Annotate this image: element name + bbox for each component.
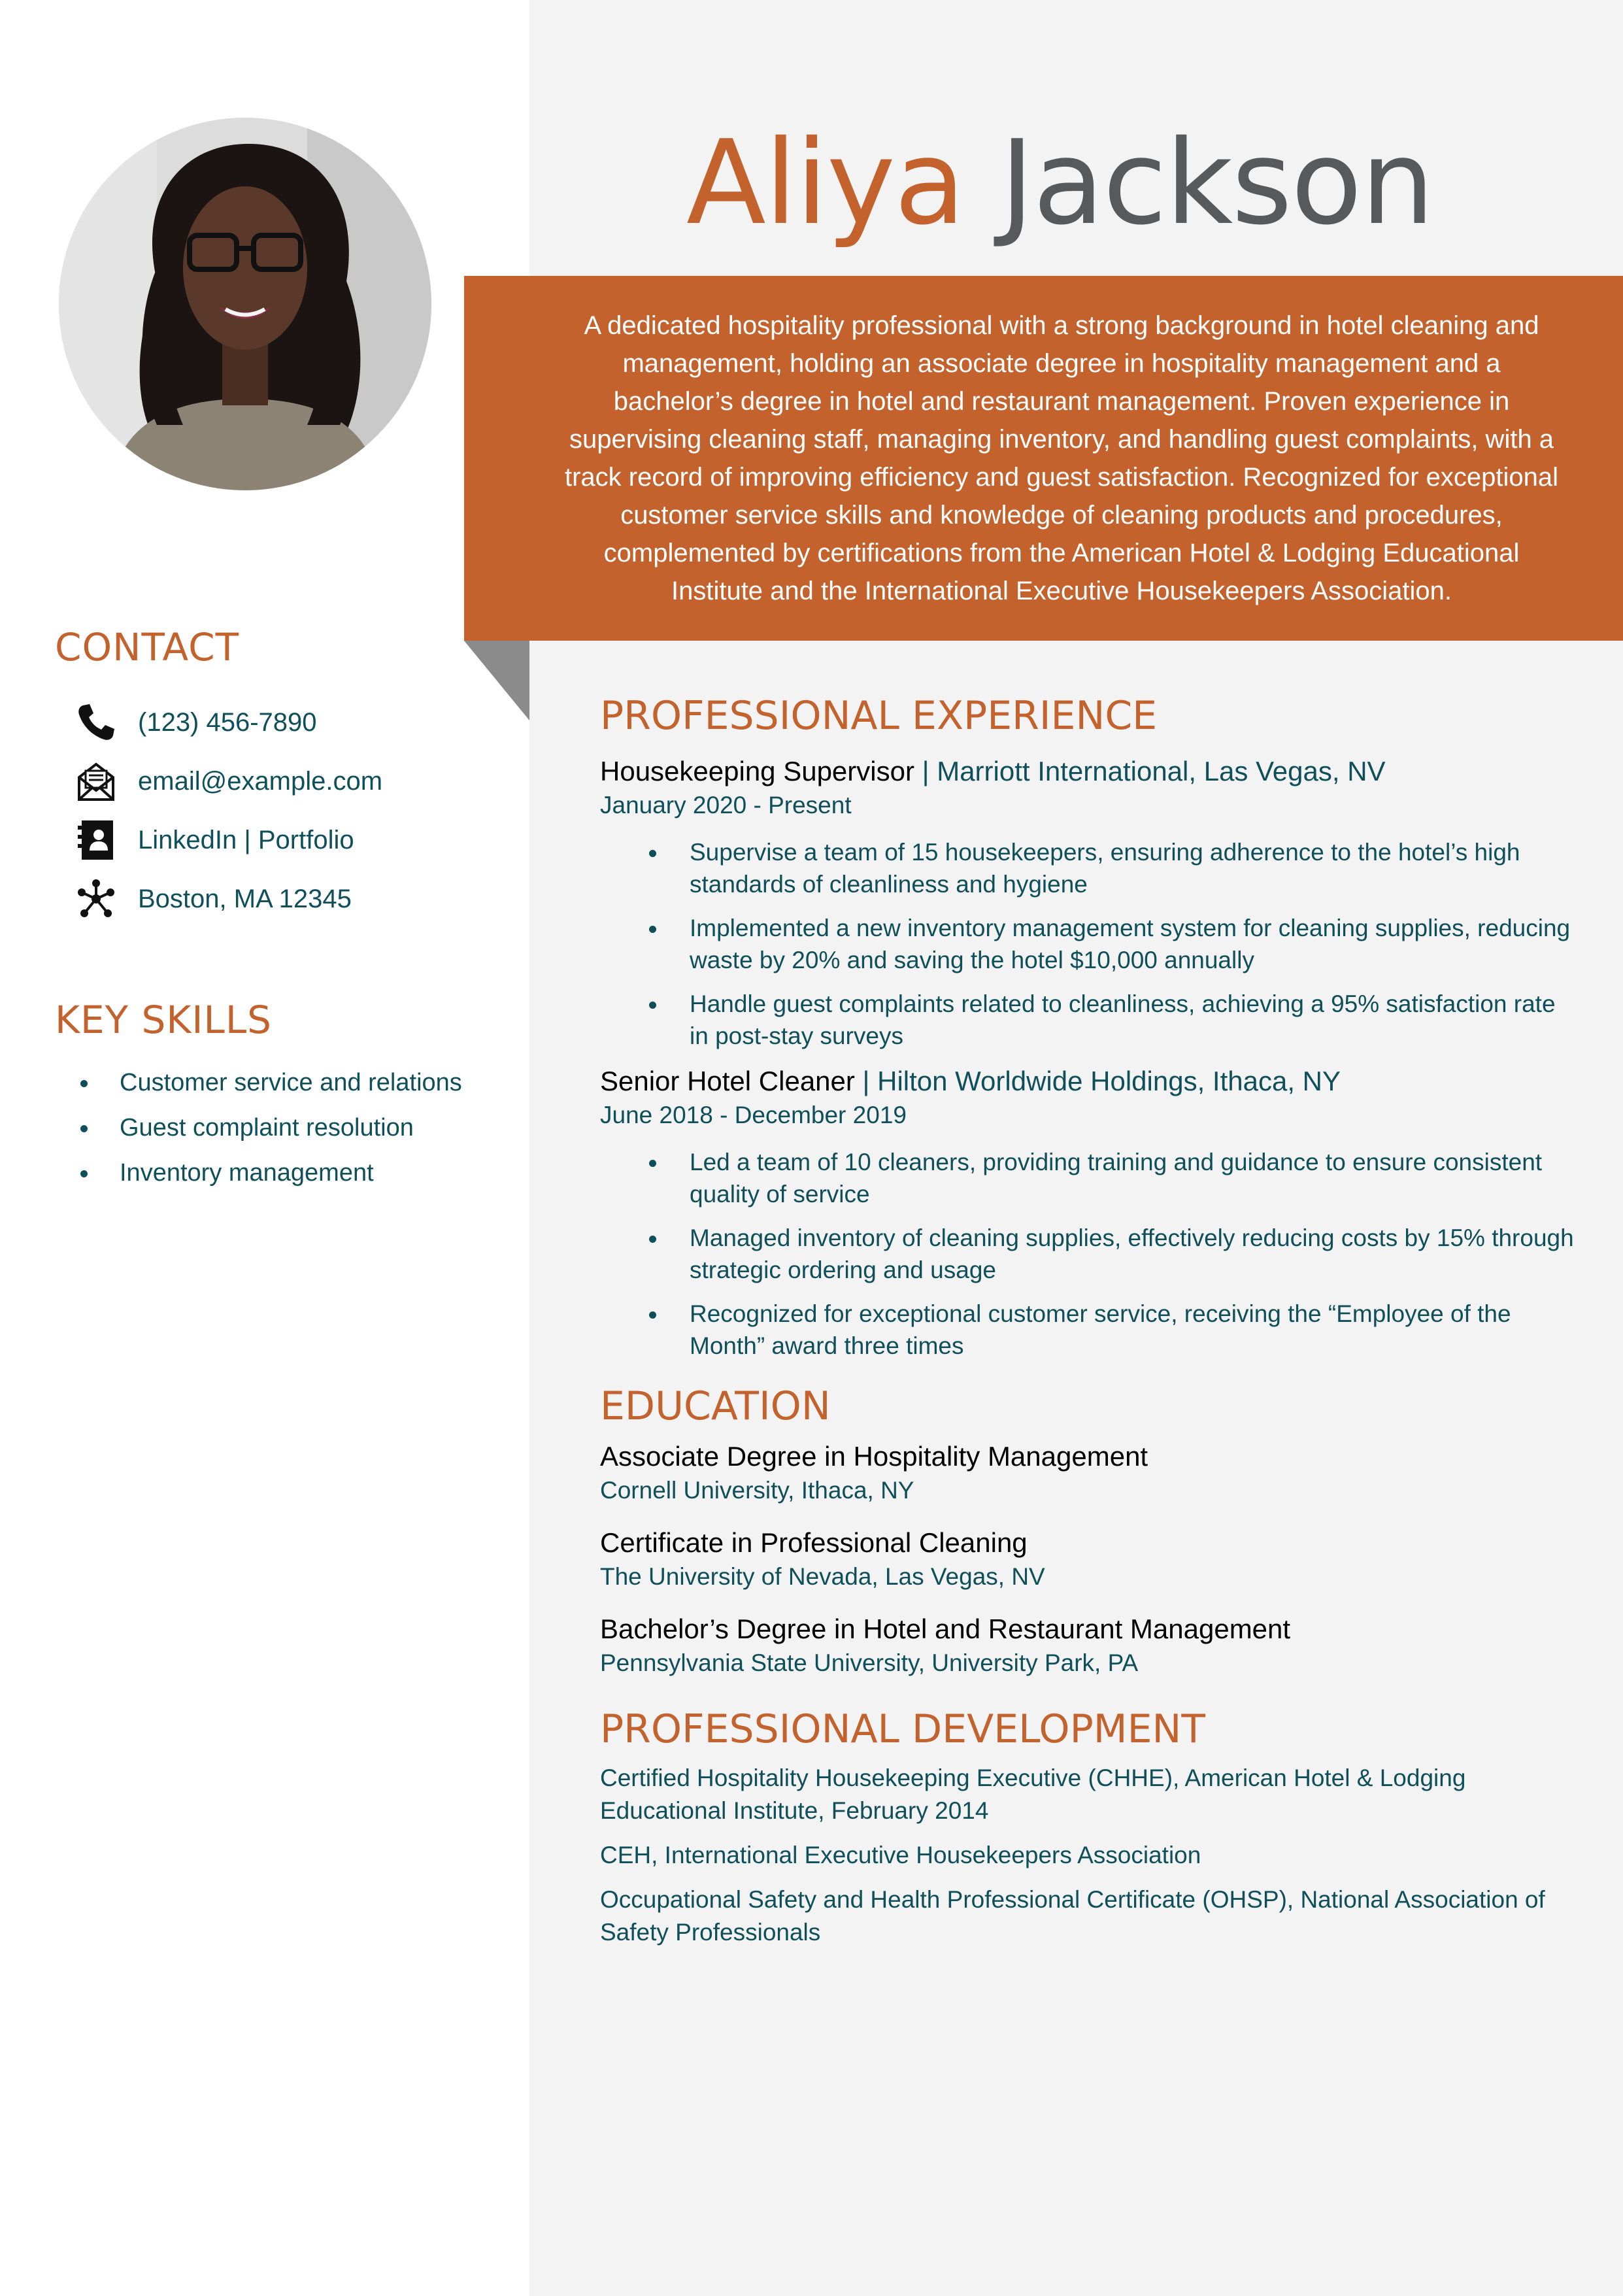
contact-card-icon <box>75 817 125 863</box>
summary-banner <box>464 276 1623 641</box>
contact-list <box>75 693 520 928</box>
education-heading: EDUCATION <box>600 1383 831 1429</box>
list-item: Customer service and relations <box>75 1060 526 1106</box>
education-entry <box>600 1439 1581 1507</box>
contact-item-email[interactable] <box>75 752 520 811</box>
list-item: Supervise a team of 15 housekeepers, ensuring adherence to the hotel’s high standards of cleanliness and hygiene <box>600 836 1581 900</box>
first-name: Aliya <box>686 115 965 250</box>
list-item: Led a team of 10 cleaners, providing training and guidance to ensure consistent quality of service <box>600 1146 1581 1210</box>
edu-degree: Certificate in Professional Cleaning <box>600 1527 1028 1558</box>
email-text: email@example.com <box>138 766 383 796</box>
contact-item-phone[interactable] <box>75 693 520 752</box>
development-item: CEH, International Executive Housekeepers Association <box>600 1842 1201 1868</box>
job-dates: June 2018 - December 2019 <box>600 1102 907 1128</box>
development-item: Occupational Safety and Health Professional Certificate (OHSP), National Association of Safety Professionals <box>600 1886 1545 1946</box>
job-bullets <box>600 1146 1581 1362</box>
job-title: Housekeeping Supervisor <box>600 756 914 786</box>
phone-icon <box>75 700 125 745</box>
job-title-line <box>600 754 1581 789</box>
list-item: Handle guest complaints related to cleanliness, achieving a 95% satisfaction rate in post-stay surveys <box>600 988 1581 1052</box>
experience-heading: PROFESSIONAL EXPERIENCE <box>600 693 1158 739</box>
job-entry <box>600 754 1581 1052</box>
contact-item-location[interactable] <box>75 869 520 928</box>
edu-school: The University of Nevada, Las Vegas, NV <box>600 1563 1045 1590</box>
edu-degree: Bachelor’s Degree in Hotel and Restaurant Management <box>600 1613 1291 1644</box>
profile-photo <box>59 118 431 490</box>
links-text: LinkedIn | Portfolio <box>138 825 354 854</box>
skills-heading: KEY SKILLS <box>55 998 272 1042</box>
education-entry <box>600 1612 1581 1680</box>
job-dates: January 2020 - Present <box>600 792 852 819</box>
job-title-line <box>600 1064 1581 1099</box>
main-content <box>600 683 1581 1961</box>
job-title: Senior Hotel Cleaner <box>600 1066 855 1096</box>
list-item: Implemented a new inventory management system for cleaning supplies, reducing waste by 20% and saving the hotel $10,000 annually <box>600 912 1581 976</box>
last-name: Jackson <box>999 115 1433 250</box>
development-item: Certified Hospitality Housekeeping Executive (CHHE), American Hotel & Lodging Educational Institute, February 2014 <box>600 1764 1466 1824</box>
summary-text: A dedicated hospitality professional with a strong background in hotel cleaning and management, holding an associate degree in hospitality management and a bachelor’s degree in hotel and restaurant management. Proven experience in supervising cleaning staff, managing inventory, and handling guest complaints, with a track record of improving efficiency and guest satisfaction. Recognized for exceptional customer service skills and knowledge of cleaning products and procedures, complemented by certifications from the American Hotel & Lodging Educational Institute and the International Executive Housekeepers Association. <box>564 311 1559 605</box>
network-icon <box>75 876 125 922</box>
candidate-name <box>686 111 1536 255</box>
list-item: Managed inventory of cleaning supplies, effectively reducing costs by 15% through strategic ordering and usage <box>600 1222 1581 1286</box>
contact-item-links[interactable] <box>75 811 520 869</box>
email-icon <box>75 758 125 804</box>
list-item: Guest complaint resolution <box>75 1106 526 1151</box>
skills-list <box>75 1060 526 1196</box>
development-heading: PROFESSIONAL DEVELOPMENT <box>600 1706 1206 1752</box>
job-bullets <box>600 836 1581 1052</box>
edu-school: Cornell University, Ithaca, NY <box>600 1477 914 1504</box>
edu-degree: Associate Degree in Hospitality Management <box>600 1441 1148 1472</box>
contact-heading: CONTACT <box>55 625 240 669</box>
edu-school: Pennsylvania State University, University Park, PA <box>600 1649 1139 1676</box>
job-entry <box>600 1064 1581 1362</box>
list-item: Inventory management <box>75 1151 526 1196</box>
job-company: | Marriott International, Las Vegas, NV <box>914 756 1386 786</box>
education-entry <box>600 1525 1581 1593</box>
job-company: | Hilton Worldwide Holdings, Ithaca, NY <box>854 1066 1341 1096</box>
list-item: Recognized for exceptional customer service, receiving the “Employee of the Month” award three times <box>600 1298 1581 1362</box>
location-text: Boston, MA 12345 <box>138 884 352 913</box>
phone-text: (123) 456-7890 <box>138 707 317 737</box>
